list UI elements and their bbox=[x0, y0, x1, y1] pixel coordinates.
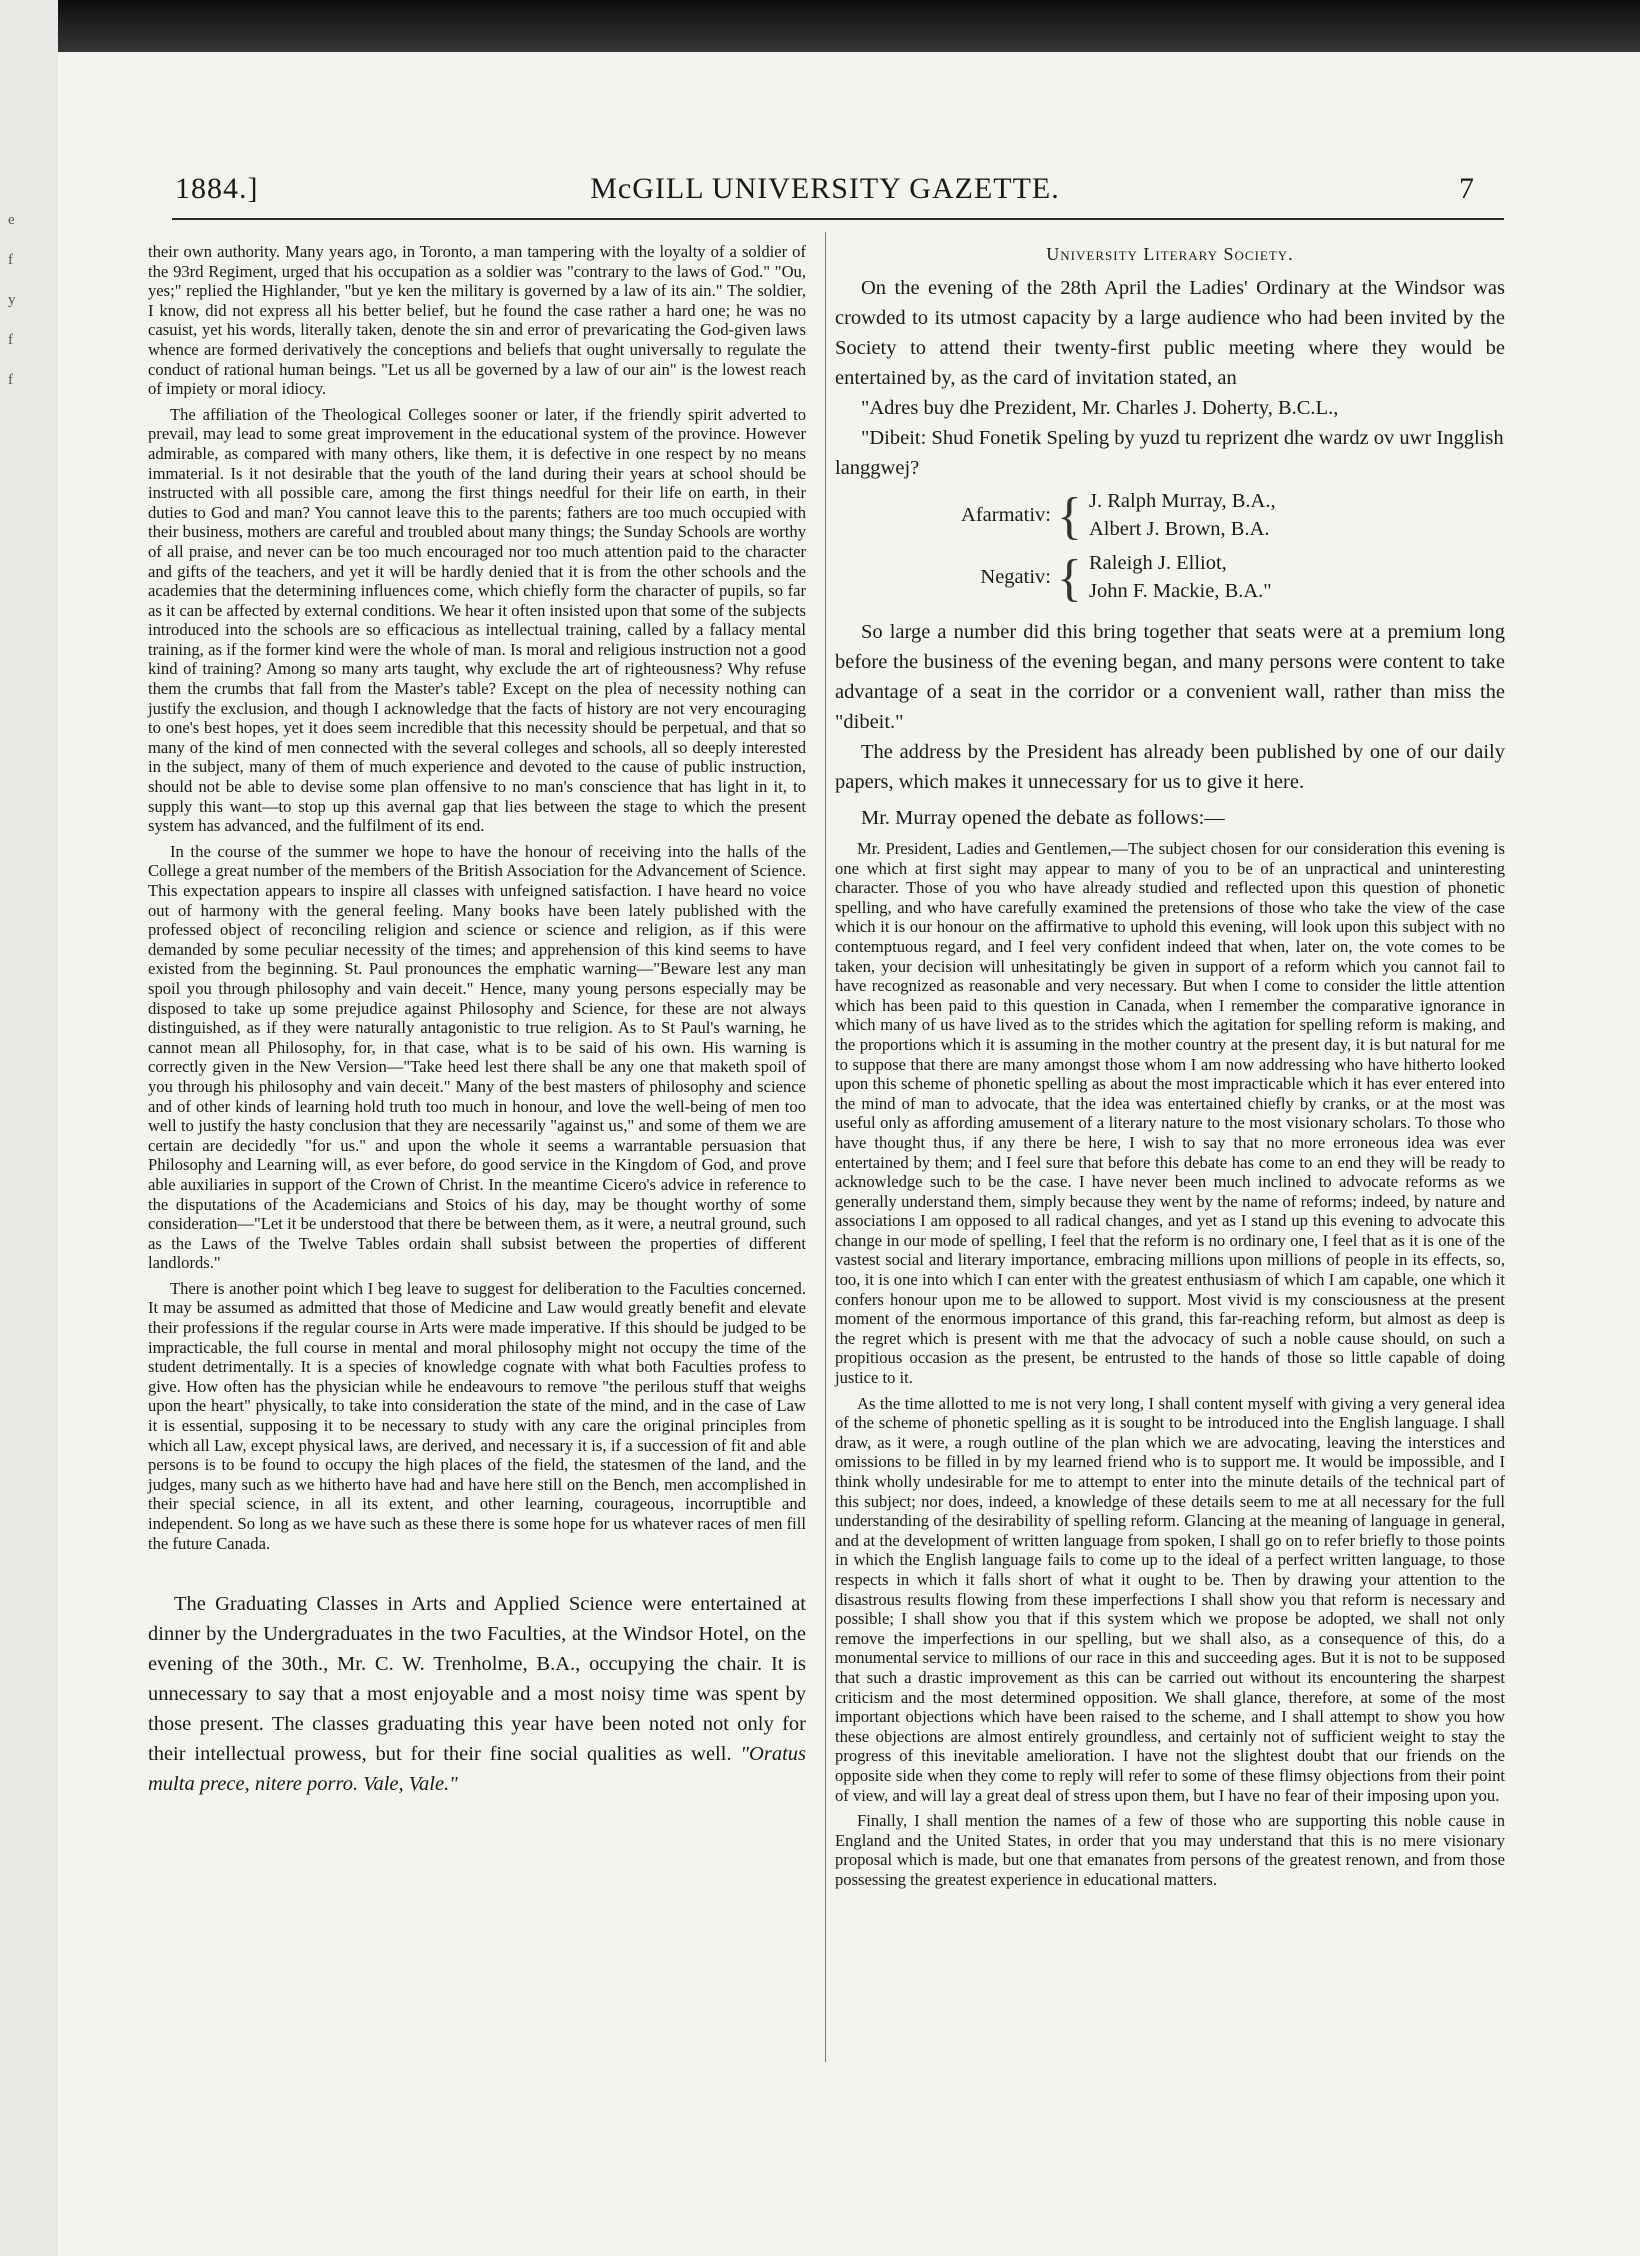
edge-letter: f bbox=[8, 372, 13, 388]
latin-quote: "Oratus multa prece, nitere porro. Vale, Vale." bbox=[148, 1743, 806, 1796]
brace-icon: { bbox=[1057, 550, 1082, 607]
page-number: 7 bbox=[1459, 172, 1475, 205]
header-year: 1884.] bbox=[175, 172, 259, 205]
scan-top-border bbox=[0, 0, 1640, 58]
section-heading: University Literary Society. bbox=[1046, 244, 1294, 264]
brace-icon: { bbox=[1057, 488, 1082, 545]
speech-paragraph: Mr. President, Ladies and Gentlemen,—The subject chosen for our consideration this evening is one which at first sight may appear to many of you to be of an unpractical and uninteresting character. Those of you who have already studied and reflected upon this question of phonetic spelling, and who have carefully examined the pretensions of those who take the view of the case which it is our honour on the affirmative to uphold this evening, will look upon this subject with no contemptuous regard, and I feel very confident indeed that when, later on, the vote comes to be taken, your decision will unhesitatingly be given in support of a reform which you cannot fail to have recognized as reasonable and very necessary. But when I come to consider the little attention which has been paid to this question in Canada, when I remember the comparative ignorance in which many of us have lived as to the strides which the agitation for spelling reform is making, and the proportions which it is assuming in the mother country at the present day, it is but natural for me to suppose that there are many amongst those whom I am now addressing who have hitherto looked upon this scheme of phonetic spelling as about the most impracticable which it has ever entered into the mind of man to advocate, that the idea was entertained chiefly by cranks, or at the most was useful only as affording amusement of a literary nature to the most visionary scholars. To those who have thought thus, if any there be here, I wish to say that no more erroneous idea was ever entertained by them; and I feel sure that before this debate has come to an end they will be ready to acknowledge such to be the case. I have never been much inclined to advocate reforms as we generally understand them, simply because they went by the name of reforms; indeed, by nature and associations I am opposed to all radical changes, and yet as I stand up this evening to advocate this change in our mode of spelling, I feel that the reform is no ordinary one, I feel that as it is one of the vastest social and literary importance, embracing millions upon millions of people in its effects, so, too, it is one into which I can enter with the greatest enthusiasm of which I am capable, one which it confers honour upon me to be allowed to support. Most vivid is my consciousness at the present moment of the enormous importance of this grand, this far-reaching reform, but almost as deep is the regret which is present with me that the advocacy of such a noble cause should, on such a propitious occasion as the present, be entrusted to the hands of those so little capable of doing justice to it. bbox=[835, 839, 1505, 1388]
affirmative-speaker: Albert J. Brown, B.A. bbox=[1089, 518, 1270, 540]
negative-label: Negativ: bbox=[980, 566, 1051, 588]
header-title: McGILL UNIVERSITY GAZETTE. bbox=[590, 172, 1060, 205]
edge-letter: y bbox=[8, 292, 16, 308]
right-column bbox=[835, 242, 1505, 1889]
article-paragraph: The affiliation of the Theological Colleges sooner or later, if the friendly spirit adverted to prevail, may lead to some great improvement in the educational system of the province. However admirable, as compared with many others, like them, it is defective in one respect by no means immaterial. Is it not desirable that the youth of the land during their years at school should be instructed with all possible care, among the first things needful for their life on earth, in their duties to God and man? You cannot leave this to the parents; fathers are too much occupied with their business, mothers are careful and troubled about many things; the Sunday Schools are worthy of all praise, and never can be too much encouraged nor too much attention paid to the character and gifts of the teachers, and yet it will be hardly denied that it is from the other schools and the academies that the determining influences come, which chiefly form the character of pupils, so far as it can be affected by external conditions. We hear it often insisted upon that some of the subjects introduced into the schools are so efficacious as intellectual training, called by a fallacy mental training, as if the former kind were the whole of man. Is moral and religious instruction not a good kind of training? Among so many arts taught, why exclude the art of righteousness? Why refuse them the crumbs that fall from the Master's table? Except on the plea of necessity nothing can justify the exclusion, and though I acknowledge that the facts of history are not very encouraging to one's best hopes, yet it does seem incredible that this necessity should be perpetual, and that so many of the kind of men connected with the several colleges and schools, all so deeply interested in the subject, many of them of much experience and devoted to the cause of public instruction, should not be able to devise some plan offensive to no man's conscience that has light in it, to supply this want—to stop up this avernal gap that lies between the stage to which the present system has advanced, and the fulfilment of its end. bbox=[148, 404, 806, 836]
debate-sides bbox=[835, 487, 1505, 611]
header-rule bbox=[172, 218, 1504, 220]
invitation-line-2: "Dibeit: Shud Fonetik Speling by yuzd tu reprizent dhe wardz ov uwr Ingglish langgwej? bbox=[835, 427, 1504, 479]
edge-letter: e bbox=[8, 212, 15, 228]
edge-letter: f bbox=[8, 332, 13, 348]
left-column bbox=[148, 242, 806, 1799]
negative-speaker: John F. Mackie, B.A." bbox=[1089, 580, 1272, 602]
graduating-note-text: The Graduating Classes in Arts and Applied Science were entertained at dinner by the Undergraduates in the two Faculties, at the Windsor Hotel, on the evening of the 30th., Mr. C. W. Trenholme, B.A., occupying the chair. It is unnecessary to say that a most enjoyable and a most noisy time was spent by those present. The classes graduating this year have been noted not only for their intellectual prowess, but for their fine social qualities as well. bbox=[148, 1593, 806, 1766]
negative-speaker: Raleigh J. Elliot, bbox=[1089, 552, 1227, 574]
affirmative-speaker: J. Ralph Murray, B.A., bbox=[1089, 490, 1276, 512]
murray-intro: Mr. Murray opened the debate as follows:— bbox=[861, 807, 1225, 829]
speech-paragraph: As the time allotted to me is not very long, I shall content myself with giving a very general idea of the scheme of phonetic spelling as it is sought to be introduced into the English language. I shall draw, as it were, a rough outline of the plan which we are advocating, leaving the interstices and omissions to be filled in by my learned friend who is to support me. It would be impossible, and I think wholly undesirable for me to attempt to enter into the minute details of the technical part of this subject; nor does, indeed, a knowledge of these details seem to me at all necessary for the full understanding of the desirability of spelling reform. Glancing at the meaning of language in general, and at the development of written language from spoken, I shall go on to refer briefly to those points in which the English language fails to come up to the ideal of a perfect written language, to those respects in which it falls short of what it ought to be. Then by drawing your attention to the disastrous results flowing from these imperfections I shall show you that reform is necessary and possible; I shall show you that if this system which we propose be adopted, we shall not only remove the imperfections in our spelling, but we shall also, as a consequence of this, do a monumental service to millions of our race in this and succeeding ages. But it is not to be supposed that such a drastic improvement as this can be carried out without its encountering the sharpest criticism and the most determined opposition. We shall glance, therefore, at some of the most important objections which have been raised to the scheme, and I shall attempt to show you how these objections are almost entirely groundless, and certainly not of sufficient weight to stay the progress of this inevitable amelioration. I have not the slightest doubt that our friends on the opposite side when they come to reply will refer to some of these flimsy objections from their point of view, and will lay a great deal of stress upon them, but I have no fear of their imposing upon you. bbox=[835, 1393, 1505, 1805]
affirmative-label: Afarmativ: bbox=[961, 504, 1051, 526]
edge-letter: f bbox=[8, 252, 13, 268]
society-intro: On the evening of the 28th April the Ladies' Ordinary at the Windsor was crowded to its utmost capacity by a large audience who had been invited by the Society to attend their twenty-first public meeting where they would be entertained by, as the card of invitation stated, an bbox=[835, 277, 1505, 389]
graduating-dinner-note bbox=[148, 1589, 806, 1799]
scan-left-margin bbox=[0, 0, 58, 2256]
attendance-paragraph: So large a number did this bring together that seats were at a premium long before the business of the evening began, and many persons were content to take advantage of a seat in the corridor or a convenient wall, rather than miss the "dibeit." bbox=[835, 621, 1505, 733]
president-address-paragraph: The address by the President has already been published by one of our daily papers, which makes it unnecessary for us to give it here. bbox=[835, 741, 1505, 793]
running-header bbox=[175, 168, 1475, 212]
article-paragraph: There is another point which I beg leave to suggest for deliberation to the Faculties concerned. It may be assumed as admitted that those of Medicine and Law would greatly benefit and elevate their professions if the regular course in Arts were made imperative. If this should be judged to be impracticable, the full course in mental and moral philosophy might not occupy the time of the student detrimentally. It is a species of knowledge cognate with what both Faculties profess to give. How often has the physician while he endeavours to remove "the perilous stuff that weighs upon the heart" physically, to take into consideration the state of the mind, and in the case of Law it is essential, supposing it to be necessary to study with any care the original principles from which all Law, except physical laws, are derived, and necessary it is, if a succession of fit and able persons is to be found to occupy the high places of the field, the statesmen of the land, and the judges, many such as we hitherto have had and have here still on the Bench, men accomplished in their special science, in all its extent, and other learning, courageous, incorruptible and independent. So long as we have such as these there is some hope for us whatever races of men fill the future Canada. bbox=[148, 1278, 806, 1553]
facing-page-edge-letters bbox=[8, 200, 22, 400]
column-divider bbox=[825, 232, 826, 2062]
article-paragraph: their own authority. Many years ago, in Toronto, a man tampering with the loyalty of a soldier of the 93rd Regiment, urged that his occupation as a soldier was "contrary to the laws of God." "Ou, yes;" replied the Highlander, "but ye ken the military is governed by a law of its ain." The soldier, I know, did not express all his better belief, but he found the case rather a hard one; he was no casuist, yet his words, literally taken, denote the sin and error of prevaricating the God-given laws whence are formed derivatively the conceptions and beliefs that ought universally to regulate the conduct of rational human beings. "Let us all be governed by a law of our ain" is the lowest reach of impiety or moral idiocy. bbox=[148, 242, 806, 399]
article-paragraph: In the course of the summer we hope to have the honour of receiving into the halls of the College a great number of the members of the British Association for the Advancement of Science. This expectation appears to inspire all classes with unfeigned satisfaction. I have heard no voice out of harmony with the general feeling. Many books have been lately published with the professed object of reconciling religion and science or science and religion, as if this were demanded by some peculiar necessity of the times; and apprehension of this kind seems to have existed from the beginning. St. Paul pronounces the emphatic warning—"Beware lest any man spoil you through philosophy and vain deceit." Hence, many young persons especially may be disposed to take up some prejudice against Philosophy and Science, for these are not always distinguished, as if they were naturally antagonistic to true religion. As to St Paul's warning, he cannot mean all Philosophy, for, in that case, what is to be said of his own. His warning is correctly given in the New Version—"Take heed lest there shall be any one that maketh spoil of you through his philosophy and vain deceit." Many of the best masters of philosophy and science and of other kinds of learning hold truth too much in honour, and love the well-being of men too well to justify the hasty conclusion that they are necessarily "against us," and some of them we are certain are decidedly "for us." and upon the whole it seems a warrantable persuasion that Philosophy and Learning will, as ever before, do good service in the Kingdom of God, and prove able auxiliaries in support of the Crown of Christ. In the meantime Cicero's advice in reference to the disputations of the Academicians and Stoics of his day, may be thought worthy of some consideration—"Let it be understood that there be between them, as it were, a neutral ground, such as the Laws of the Twelve Tables ordain shall subsist between the properties of different landlords." bbox=[148, 841, 806, 1273]
invitation-line-1: "Adres buy dhe Prezident, Mr. Charles J. Doherty, B.C.L., bbox=[861, 397, 1339, 419]
speech-paragraph: Finally, I shall mention the names of a few of those who are supporting this noble cause in England and the United States, in order that you may understand that this is no mere visionary proposal which is made, but one that emanates from persons of the greatest renown, and from those possessing the greatest experience in educational matters. bbox=[835, 1811, 1505, 1889]
